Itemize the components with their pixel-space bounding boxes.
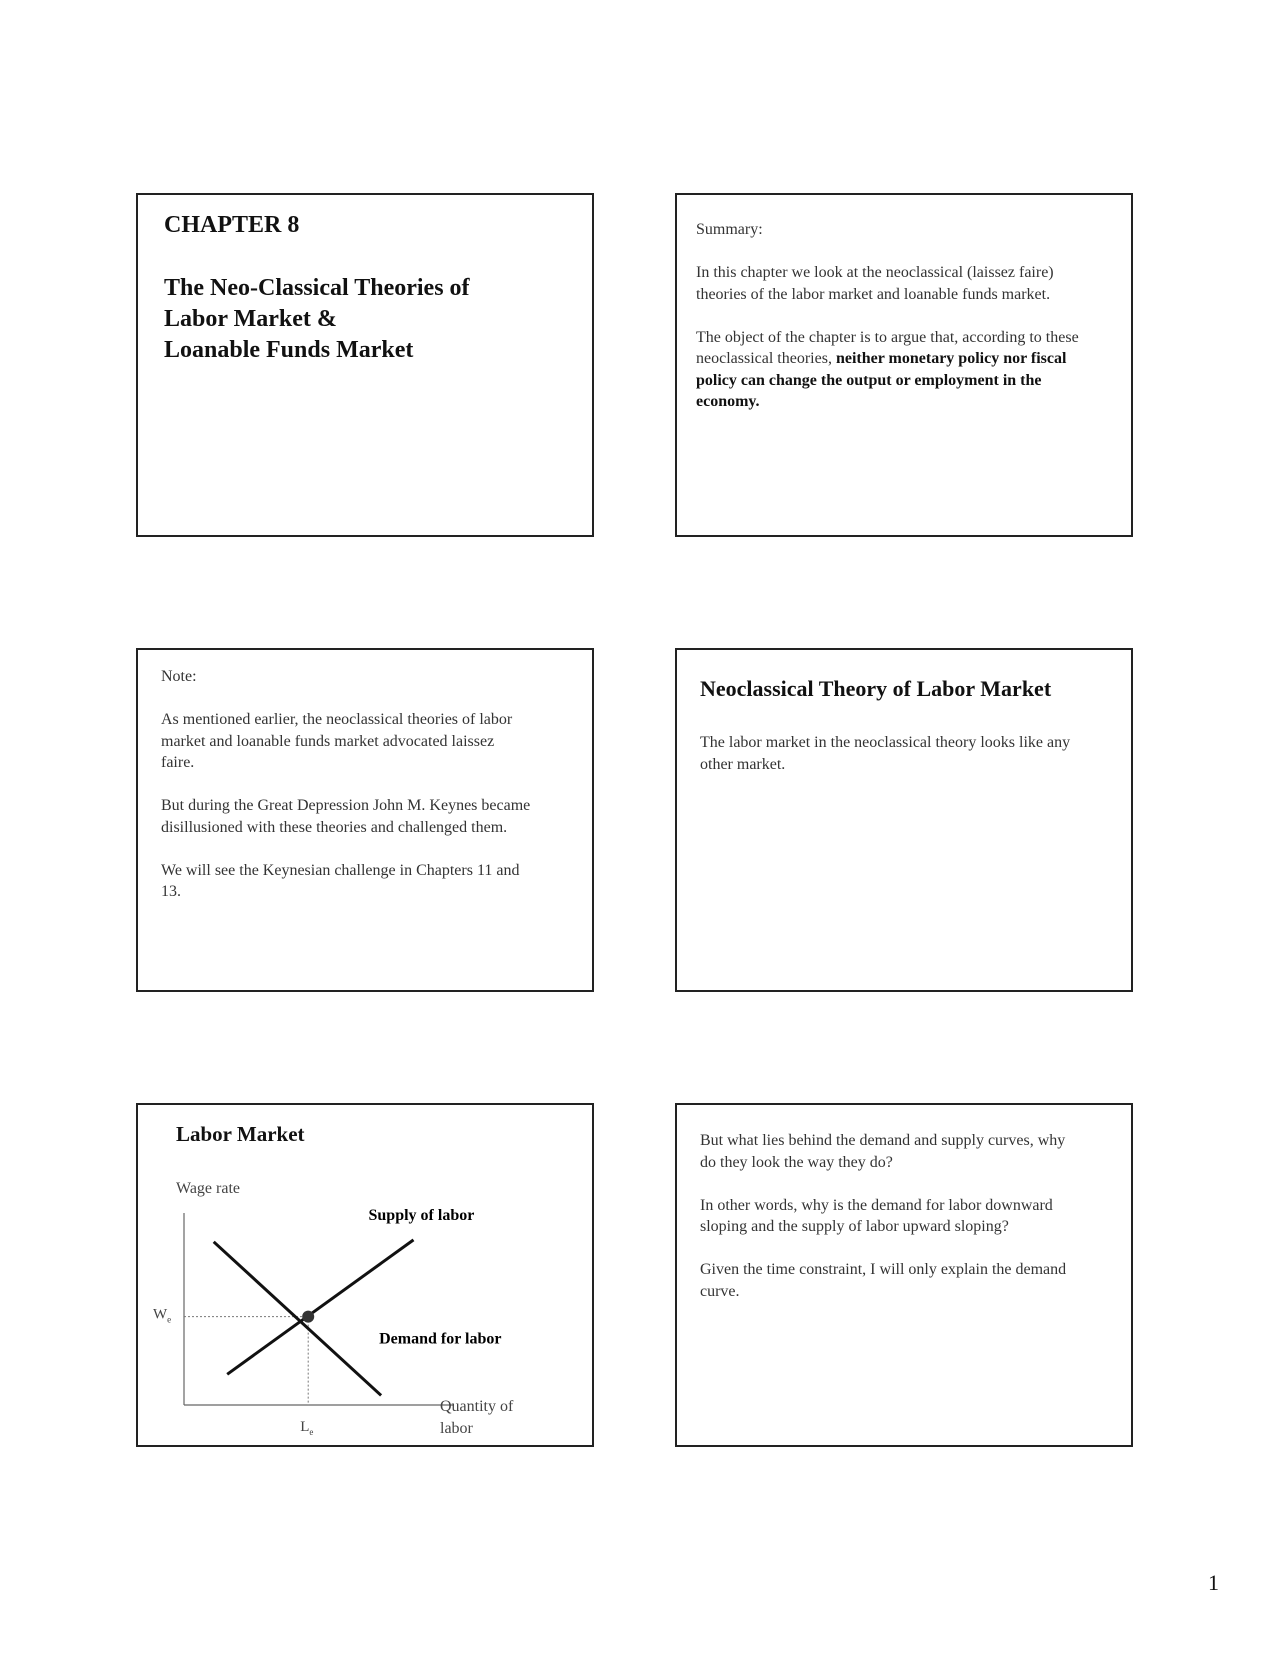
x-axis-label-line1: Quantity of: [440, 1398, 514, 1415]
slide-labor-market-chart: [136, 1103, 594, 1447]
summary-para2: [696, 327, 1106, 413]
chapter-title-line1: The Neo-Classical Theories of: [164, 275, 470, 301]
slide-note: [136, 648, 594, 992]
question-text: [700, 1130, 1075, 1302]
demand-label: Demand for labor: [379, 1330, 502, 1348]
summary-para2-plain: The object of the chapter is to argue that, according to these neoclassical theories,: [696, 328, 1079, 367]
x-axis-label-line2: labor: [440, 1420, 473, 1437]
y-axis-label: Wage rate: [176, 1180, 240, 1197]
slide-demand-supply-question: [675, 1103, 1133, 1447]
chapter-label: CHAPTER 8: [164, 212, 300, 238]
summary-para2-bold: neither monetary policy nor fiscal policy can change the output or employment in the economy.: [696, 350, 1067, 410]
le-sub: e: [309, 1427, 314, 1437]
page-number: 1: [1208, 1570, 1219, 1595]
equilibrium-wage-label: [153, 1307, 171, 1325]
question-para1: But what lies behind the demand and supply curves, why do they look the way they do?: [700, 1132, 1066, 1171]
supply-curve: [227, 1240, 413, 1374]
summary-text: [696, 219, 1106, 413]
slide-summary: [675, 193, 1133, 537]
summary-label: Summary:: [696, 221, 763, 238]
note-label: Note:: [161, 668, 197, 685]
le-base: L: [300, 1419, 310, 1435]
equilibrium-point: [302, 1311, 314, 1323]
slide-heading: Neoclassical Theory of Labor Market: [700, 676, 1052, 701]
note-para2: But during the Great Depression John M. Keynes became disillusioned with these theories and challenged them.: [161, 797, 531, 836]
we-base: W: [153, 1306, 168, 1323]
question-para3: Given the time constraint, I will only explain the demand curve.: [700, 1261, 1067, 1300]
equilibrium-quantity-label: [300, 1419, 313, 1437]
slide-title: [136, 193, 594, 537]
we-sub: e: [167, 1314, 172, 1325]
labor-market-chart: [138, 1105, 596, 1449]
neoclassical-text: [700, 732, 1080, 775]
chart-title: Labor Market: [176, 1122, 305, 1146]
demand-curve: [214, 1242, 381, 1396]
chapter-title-line2: Labor Market &: [164, 306, 337, 332]
supply-label: Supply of labor: [368, 1206, 475, 1224]
neoclassical-para1: The labor market in the neoclassical theory looks like any other market.: [700, 734, 1071, 773]
note-para1: As mentioned earlier, the neoclassical theories of labor market and loanable funds market advocated laissez faire.: [161, 711, 513, 771]
chapter-title-line3: Loanable Funds Market: [164, 337, 414, 363]
slide-neoclassical-labor: [675, 648, 1133, 992]
summary-para1: In this chapter we look at the neoclassical (laissez faire) theories of the labor market and loanable funds market.: [696, 264, 1054, 303]
note-para3: We will see the Keynesian challenge in Chapters 11 and 13.: [161, 861, 520, 900]
note-text: [161, 666, 531, 903]
question-para2: In other words, why is the demand for labor downward sloping and the supply of labor upward sloping?: [700, 1196, 1053, 1235]
